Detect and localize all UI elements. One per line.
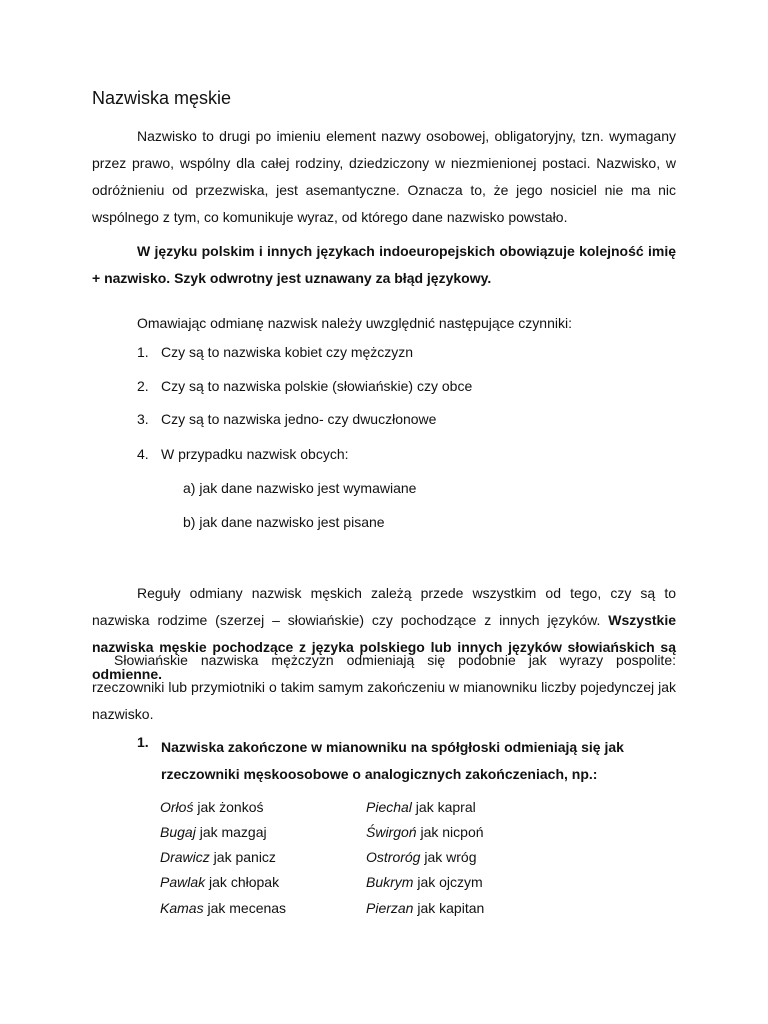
example-item: Bukrym jak ojczym — [366, 874, 483, 890]
example-item: Ostroróg jak wróg — [366, 849, 477, 865]
example-item: Drawicz jak panicz — [160, 849, 276, 865]
example-item: Pierzan jak kapitan — [366, 900, 485, 916]
list-item: 2. Czy są to nazwiska polskie (słowiańskie) czy obce — [137, 378, 473, 394]
page-title: Nazwiska męskie — [92, 88, 232, 108]
example-item: Świrgoń jak nicpoń — [366, 824, 484, 840]
document-page: Nazwiska męskie Nazwisko to drugi po imieniu element nazwy osobowej, obligatoryjny, tzn. wymagany przez prawo, wspólny dla całej rodziny, dziedziczony w niezmienionej postaci. Nazwisko, w odróżnieniu od przezwiska, jest asemantyczne. Oznacza to, że jego nosiciel nie ma nic wspólnego z tym, co komunikuje wyraz, od którego dane nazwisko powstało. W języku polskim i innych językach indoeuropejskich obowiązuje kolejność imię + nazwisko. Szyk odwrotny jest uznawany za błąd językowy. Omawiając odmianę nazwisk należy uwzględnić następujące czynniki: 1. Czy są to nazwiska kobiet czy mężczyzn 2. Czy są to nazwiska polskie (słowiańskie) czy obce 3. Czy są to nazwiska jedno- czy dwuczłonowe 4. W przypadku nazwisk obcych: a) jak dane nazwisko jest wymawiane b) jak dane nazwisko jest pisane Reguły odmiany nazwisk męskich zależą przede wszystkim od tego, czy są to nazwiska rodzime (szerzej – słowiańskie) czy pochodzące z innych języków. Wszystkie nazwiska męskie pochodzące z języka polskiego lub innych języków słowiańskich są odmienne. Słowiańskie nazwiska mężczyzn odmieniają się podobnie jak wyrazy pospolite: rzeczowniki lub przymiotniki o takim samym zakończeniu w mianowniku liczby pojedynczej jak nazwisko. 1. Nazwiska zakończone w mianowniku na spółgłoski odmieniają się jak rzeczowniki męskoosobowe o analogicznych zakończeniach, np.: Orłoś jak żonkoś Bugaj jak mazgaj Drawicz jak panicz Pawlak jak chłopak Kamas jak mecenas Piechal jak kapral Świrgoń jak nicpoń Ostroróg jak wróg Bukrym jak ojczym Pierzan jak kapitan — [92, 88, 676, 916]
example-item: Piechal jak kapral — [366, 799, 476, 815]
factors-intro: Omawiając odmianę nazwisk należy uwzględnić następujące czynniki: — [137, 315, 572, 331]
example-item: Kamas jak mecenas — [160, 900, 287, 916]
word-order-paragraph — [92, 238, 676, 292]
list-item: 4. W przypadku nazwisk obcych: — [137, 446, 349, 462]
intro-paragraph: Nazwisko to drugi po imieniu element nazwy osobowej, obligatoryjny, tzn. wymagany przez prawo, wspólny dla całej rodziny, dziedziczony w niezmienionej postaci. Nazwisko, w odróżnieniu od przezwiska, jest asemantyczne. Oznacza to, że jego nosiciel nie ma nic wspólnego z tym, co komunikuje wyraz, od którego dane nazwisko powstało. — [92, 128, 676, 225]
list-item: 1. Czy są to nazwiska kobiet czy mężczyzn — [137, 344, 414, 360]
example-item: Bugaj jak mazgaj — [160, 824, 267, 840]
list-item: 3. Czy są to nazwiska jedno- czy dwuczłonowe — [137, 411, 437, 427]
slavic-names-paragraph: Słowiańskie nazwiska mężczyzn odmieniają się podobnie jak wyrazy pospolite: rzeczowniki lub przymiotniki o takim samym zakończeniu w mianowniku liczby pojedynczej jak nazwisko. — [92, 652, 676, 722]
example-item: Orłoś jak żonkoś — [160, 799, 264, 815]
example-item: Pawlak jak chłopak — [160, 874, 280, 890]
sublist-item: b) jak dane nazwisko jest pisane — [183, 514, 385, 530]
declension-rules-paragraph: Reguły odmiany nazwisk męskich zależą przede wszystkim od tego, czy są to nazwiska rodzime (szerzej – słowiańskie) czy pochodzące z innych języków. Wszystkie nazwiska męskie pochodzące z języka polskiego lub innych języków słowiańskich są odmienne. — [92, 585, 676, 682]
word-order-text: W języku polskim i innych językach indoeuropejskich obowiązuje kolejność imię + nazwisko. Szyk odwrotny jest uznawany za błąd językowy. — [92, 243, 676, 286]
sublist-item: a) jak dane nazwisko jest wymawiane — [183, 480, 417, 496]
